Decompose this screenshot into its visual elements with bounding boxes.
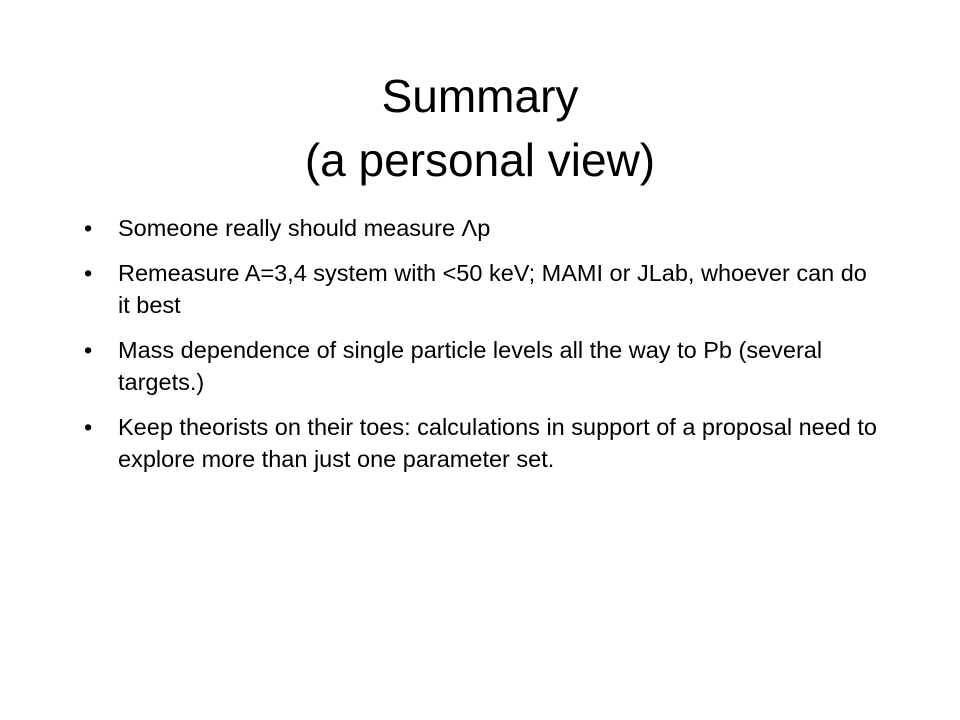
bullet-marker: • (84, 260, 93, 286)
bullet-text: Remeasure A=3,4 system with <50 keV; MAMI or JLab, whoever can do it best (118, 260, 867, 318)
title-line-2: (a personal view) (304, 134, 656, 186)
bullet-marker: • (84, 215, 93, 241)
bullet-item-mass-dependence (84, 334, 884, 398)
bullet-list (84, 212, 884, 488)
bullet-text: Keep theorists on their toes: calculations in support of a proposal need to explore more than just one parameter set. (118, 414, 877, 472)
bullet-text: Someone really should measure Λp (118, 215, 491, 241)
bullet-item-remeasure (84, 257, 884, 321)
bullet-marker: • (84, 337, 93, 363)
bullet-marker: • (84, 414, 93, 440)
bullet-item-measure (84, 212, 884, 244)
bullet-item-theorists (84, 411, 884, 475)
title-line-1: Summary (381, 70, 579, 122)
slide-title (0, 64, 960, 192)
bullet-text: Mass dependence of single particle levels all the way to Pb (several targets.) (118, 337, 823, 395)
